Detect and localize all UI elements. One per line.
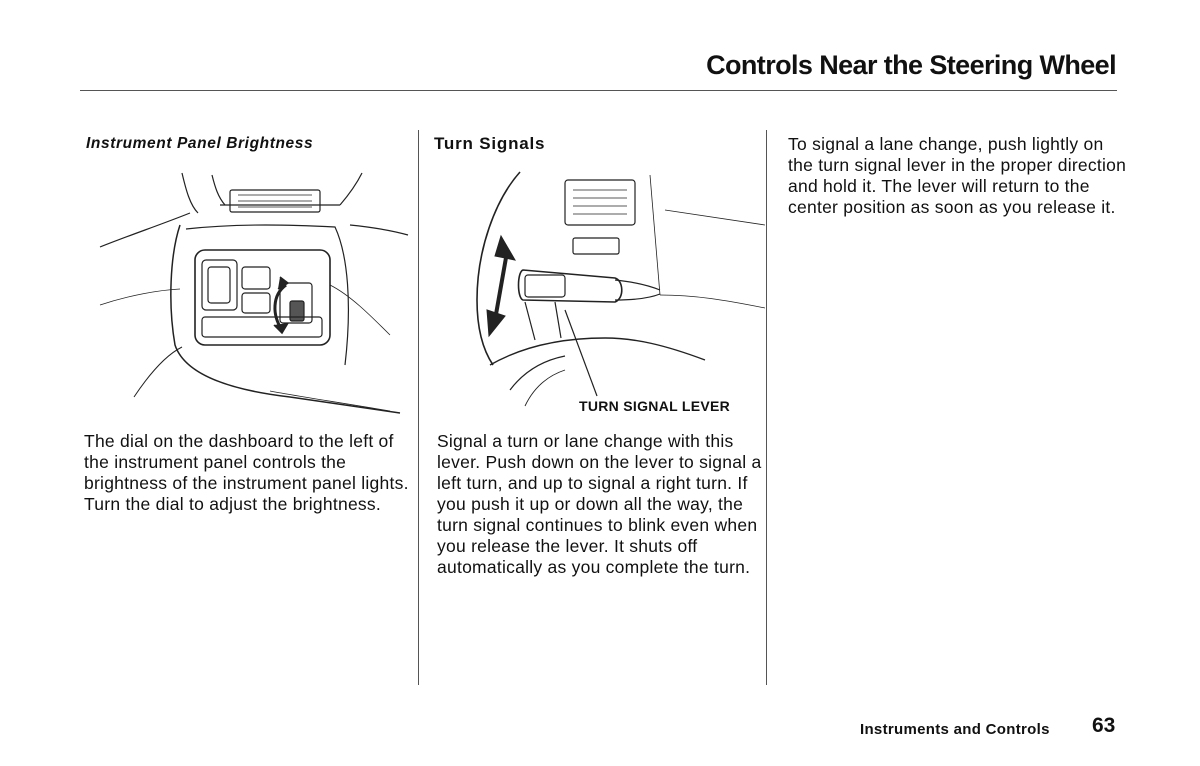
turn-signal-lever-callout: TURN SIGNAL LEVER (579, 398, 731, 414)
column-divider-right (766, 130, 767, 685)
brightness-dial-illustration (90, 165, 410, 420)
lane-change-paragraph: To signal a lane change, push lightly on the turn signal lever in the proper direction and hold it. The lever will return to the center position as soon as you release it. (788, 134, 1127, 217)
turn-signal-lever-illustration (465, 170, 765, 410)
footer-section-title: Instruments and Controls (860, 721, 1050, 738)
turn-signals-heading: Turn Signals (434, 134, 546, 153)
page-number: 63 (1092, 714, 1116, 737)
title-divider (80, 90, 1117, 91)
page-title: Controls Near the Steering Wheel (706, 50, 1116, 80)
column-divider-left (418, 130, 419, 685)
brightness-paragraph: The dial on the dashboard to the left of the instrument panel controls the brightness of the instrument panel lights. Turn the dial to adjust the brightness. (84, 431, 409, 514)
turn-signals-paragraph: Signal a turn or lane change with this lever. Push down on the lever to signal a left turn, and up to signal a right turn. If you push it up or down all the way, the turn signal continues to blink even when you release the lever. It shuts off automatically as you complete the turn. (437, 431, 762, 577)
brightness-subheading: Instrument Panel Brightness (86, 135, 314, 152)
